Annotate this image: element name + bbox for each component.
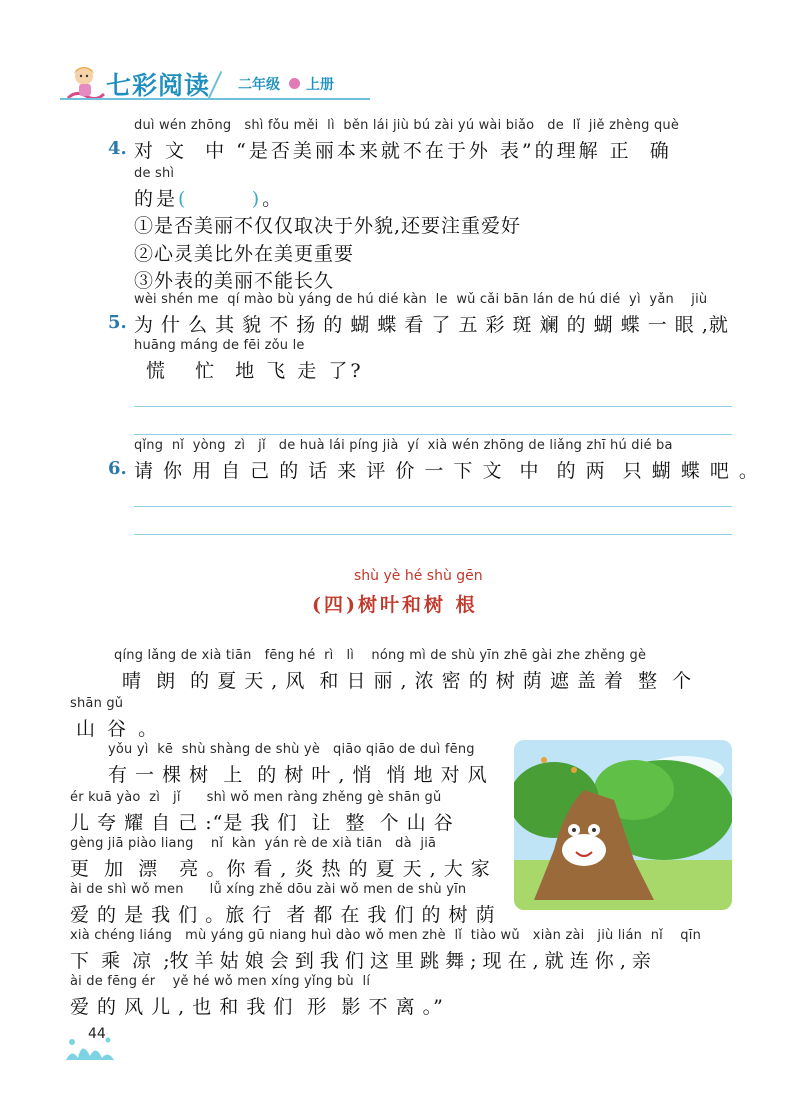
passage-pinyin-4: ér kuā yào zì jǐ shì wǒ men ràng zhěng gè shān gǔ <box>70 790 442 805</box>
section-title: (四)树叶和树 根 <box>312 594 478 616</box>
passage-line-3: 有 一 棵 树 上 的 树 叶 , 悄 悄 地 对 风 <box>108 764 488 786</box>
header-dot-icon <box>289 78 300 89</box>
q4-pinyin-2: de shì <box>134 166 175 181</box>
q5-question-line-1: 为 什 么 其 貌 不 扬 的 蝴 蝶 看 了 五 彩 斑 斓 的 蝴 蝶 一 眼 ,就 <box>134 314 729 336</box>
q4-line2-text: 的是 <box>134 188 179 210</box>
tree-illustration <box>514 740 732 910</box>
q4-question-line-2 <box>134 184 284 211</box>
passage-line-7: 下 乘 凉 ;牧 羊 姑 娘 会 到 我 们 这 里 跳 舞 ; 现 在 , 就 连 你 , 亲 <box>70 950 651 972</box>
q6-question-line-1: 请 你 用 自 己 的 话 来 评 价 一 下 文 中 的 两 只 蝴 蝶 吧 。 <box>134 460 760 482</box>
header-grade: 二年级 <box>238 77 280 93</box>
q5-pinyin-2: huāng máng de fēi zǒu le <box>134 338 305 353</box>
passage-pinyin-6: ài de shì wǒ men lǚ xíng zhě dōu zài wǒ men de shù yīn <box>70 882 467 897</box>
q5-pinyin-1: wèi shén me qí mào bù yáng de hú dié kàn le wǔ cǎi bān lán de hú dié yì yǎn jiù <box>134 292 708 307</box>
q4-answer-bracket[interactable]: ( ) <box>178 188 263 210</box>
q6-number: 6. <box>108 458 127 479</box>
q6-pinyin-1: qǐng nǐ yòng zì jǐ de huà lái píng jià yí xià wén zhōng de liǎng zhī hú dié ba <box>134 438 673 453</box>
passage-line-6: 爱 的 是 我 们 。旅 行 者 都 在 我 们 的 树 荫 <box>70 904 496 926</box>
q4-question-line-1: 对 文 中 “是否美丽本来就不在于外 表”的理解 正 确 <box>134 140 672 162</box>
q5-answer-line-1[interactable] <box>134 406 732 407</box>
header-rule <box>60 98 370 100</box>
passage-pinyin-2: shān gǔ <box>70 696 124 711</box>
q4-option-1[interactable]: ①是否美丽不仅仅取决于外貌,还要注重爱好 <box>134 215 522 237</box>
page-number: 44 <box>88 1026 106 1042</box>
q4-option-3[interactable]: ③外表的美丽不能长久 <box>134 270 335 292</box>
q4-number: 4. <box>108 138 127 159</box>
header-volume: 上册 <box>306 77 334 93</box>
passage-pinyin-8: ài de fēng ér yě hé wǒ men xíng yǐng bù lí <box>70 974 371 989</box>
passage-pinyin-3: yǒu yì kē shù shàng de shù yè qiāo qiāo de duì fēng <box>108 742 475 757</box>
q5-number: 5. <box>108 312 127 333</box>
passage-line-8: 爱 的 风 儿 , 也 和 我 们 形 影 不 离 。” <box>70 996 444 1018</box>
q6-answer-line-1[interactable] <box>134 506 732 507</box>
passage-pinyin-1: qíng lǎng de xià tiān fēng hé rì lì nóng mì de shù yīn zhē gài zhe zhěng gè <box>114 648 647 663</box>
passage-line-1: 晴 朗 的 夏 天 , 风 和 日 丽 , 浓 密 的 树 荫 遮 盖 着 整 个 <box>122 670 693 692</box>
section-pinyin: shù yè hé shù gēn <box>354 568 483 584</box>
q5-question-line-2: 慌 忙 地 飞 走 了? <box>146 360 364 382</box>
passage-line-2: 山 谷 。 <box>76 718 161 740</box>
q6-answer-line-2[interactable] <box>134 534 732 535</box>
passage-line-5: 更 加 漂 亮 。你 看 , 炎 热 的 夏 天 , 大 家 <box>70 858 491 880</box>
q4-option-2[interactable]: ②心灵美比外在美更重要 <box>134 243 355 265</box>
passage-line-4: 儿 夸 耀 自 己 :“是 我 们 让 整 个 山 谷 <box>70 812 454 834</box>
q4-line2-end: 。 <box>262 188 285 210</box>
q4-pinyin-1: duì wén zhōng shì fǒu měi lì běn lái jiù bú zài yú wài biǎo de lǐ jiě zhèng què <box>134 118 680 133</box>
passage-pinyin-5: gèng jiā piào liang nǐ kàn yán rè de xià tiān dà jiā <box>70 836 437 851</box>
passage-pinyin-7: xià chéng liáng mù yáng gū niang huì dào wǒ men zhè lǐ tiào wǔ xiàn zài jiù lián nǐ qīn <box>70 928 702 943</box>
header-title: 七彩阅读 <box>106 71 211 100</box>
q5-answer-line-2[interactable] <box>134 434 732 435</box>
